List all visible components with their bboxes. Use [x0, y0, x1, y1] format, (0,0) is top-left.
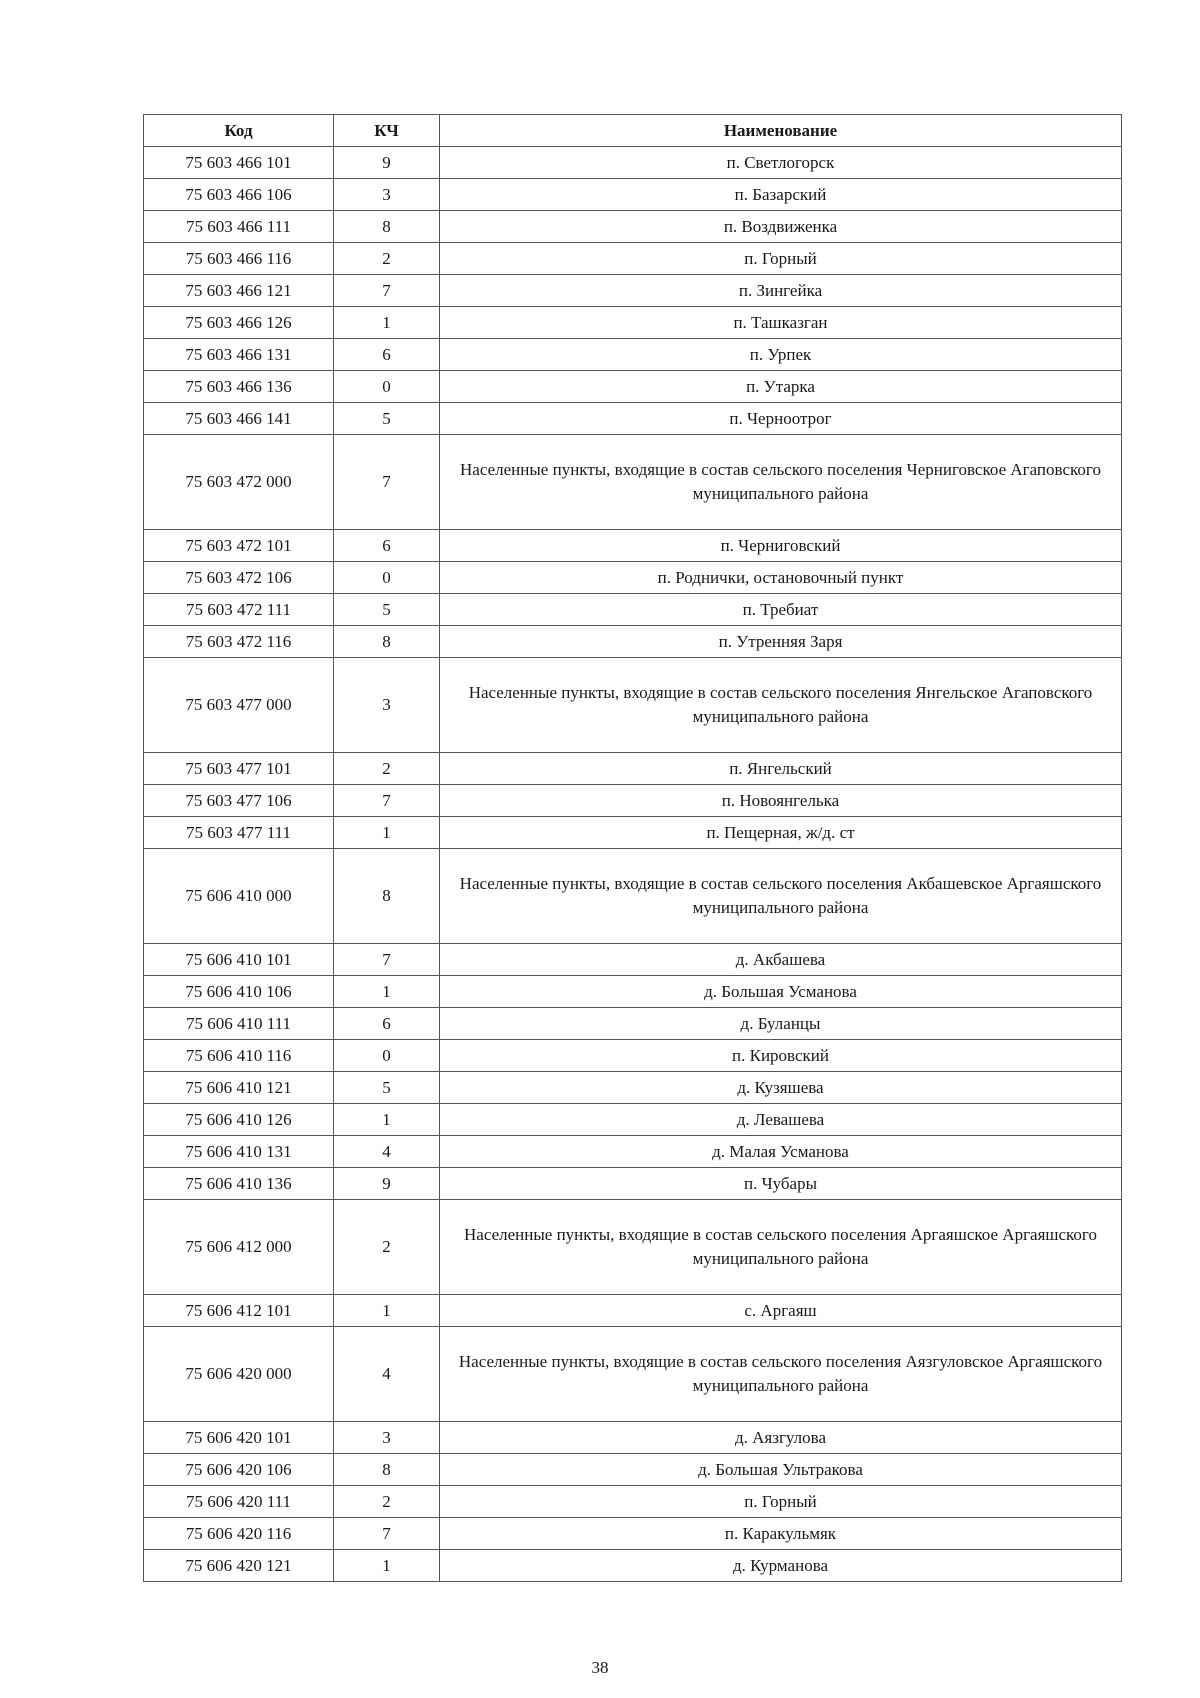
- table-row: [144, 211, 1122, 243]
- cell-code: 75 606 410 131: [144, 1136, 334, 1168]
- table-row: [144, 1136, 1122, 1168]
- cell-kch: 8: [334, 626, 440, 658]
- cell-code: 75 606 420 000: [144, 1327, 334, 1422]
- cell-name: п. Урпек: [440, 339, 1122, 371]
- cell-code: 75 603 477 111: [144, 817, 334, 849]
- cell-kch: 2: [334, 243, 440, 275]
- cell-name: д. Аязгулова: [440, 1422, 1122, 1454]
- cell-name: п. Горный: [440, 1486, 1122, 1518]
- cell-code: 75 603 472 000: [144, 435, 334, 530]
- table-row: [144, 594, 1122, 626]
- cell-name: п. Ташказган: [440, 307, 1122, 339]
- cell-code: 75 603 466 106: [144, 179, 334, 211]
- table-row: [144, 275, 1122, 307]
- cell-name: д. Буланцы: [440, 1008, 1122, 1040]
- table-row: [144, 1486, 1122, 1518]
- header-kch: КЧ: [334, 115, 440, 147]
- cell-name: п. Пещерная, ж/д. ст: [440, 817, 1122, 849]
- cell-kch: 3: [334, 1422, 440, 1454]
- cell-name: д. Большая Усманова: [440, 976, 1122, 1008]
- cell-code: 75 606 410 111: [144, 1008, 334, 1040]
- table-row: [144, 1104, 1122, 1136]
- cell-code: 75 606 410 106: [144, 976, 334, 1008]
- table-row: [144, 1168, 1122, 1200]
- table-group-row: [144, 435, 1122, 530]
- cell-code: 75 603 466 126: [144, 307, 334, 339]
- cell-code: 75 603 477 106: [144, 785, 334, 817]
- table-row: [144, 1295, 1122, 1327]
- cell-name: п. Утарка: [440, 371, 1122, 403]
- cell-kch: 0: [334, 371, 440, 403]
- table-row: [144, 1518, 1122, 1550]
- table-group-row: [144, 849, 1122, 944]
- cell-name: п. Черноотрог: [440, 403, 1122, 435]
- cell-kch: 2: [334, 1486, 440, 1518]
- cell-kch: 1: [334, 1295, 440, 1327]
- cell-kch: 6: [334, 1008, 440, 1040]
- table-row: [144, 944, 1122, 976]
- table-row: [144, 976, 1122, 1008]
- cell-code: 75 606 410 101: [144, 944, 334, 976]
- cell-kch: 7: [334, 435, 440, 530]
- cell-kch: 1: [334, 817, 440, 849]
- cell-name: п. Требиат: [440, 594, 1122, 626]
- cell-name: п. Горный: [440, 243, 1122, 275]
- cell-kch: 5: [334, 594, 440, 626]
- table-row: [144, 403, 1122, 435]
- page-number: 38: [591, 1658, 609, 1677]
- cell-code: 75 603 472 111: [144, 594, 334, 626]
- cell-kch: 5: [334, 403, 440, 435]
- cell-code: 75 606 412 000: [144, 1200, 334, 1295]
- cell-code: 75 603 466 136: [144, 371, 334, 403]
- cell-name: Населенные пункты, входящие в состав сельского поселения Акбашевское Аргаяшского муниципального района: [440, 849, 1122, 944]
- cell-kch: 1: [334, 307, 440, 339]
- table-group-row: [144, 1327, 1122, 1422]
- table-group-row: [144, 1200, 1122, 1295]
- cell-kch: 4: [334, 1327, 440, 1422]
- cell-name: п. Воздвиженка: [440, 211, 1122, 243]
- table-row: [144, 1040, 1122, 1072]
- cell-kch: 2: [334, 1200, 440, 1295]
- cell-code: 75 603 466 116: [144, 243, 334, 275]
- document-page: [143, 114, 1121, 1582]
- table-row: [144, 1550, 1122, 1582]
- table-row: [144, 1422, 1122, 1454]
- cell-name: п. Новоянгелька: [440, 785, 1122, 817]
- cell-code: 75 606 420 116: [144, 1518, 334, 1550]
- cell-code: 75 606 420 111: [144, 1486, 334, 1518]
- table-body: [144, 147, 1122, 1582]
- cell-name: Населенные пункты, входящие в состав сельского поселения Янгельское Агаповского муниципального района: [440, 658, 1122, 753]
- cell-kch: 7: [334, 944, 440, 976]
- table-row: [144, 562, 1122, 594]
- cell-name: д. Большая Ультракова: [440, 1454, 1122, 1486]
- table-row: [144, 243, 1122, 275]
- cell-name: Населенные пункты, входящие в состав сельского поселения Черниговское Агаповского муниципального района: [440, 435, 1122, 530]
- cell-kch: 6: [334, 530, 440, 562]
- cell-code: 75 606 410 116: [144, 1040, 334, 1072]
- cell-code: 75 606 420 106: [144, 1454, 334, 1486]
- cell-kch: 0: [334, 1040, 440, 1072]
- cell-kch: 7: [334, 785, 440, 817]
- cell-kch: 8: [334, 211, 440, 243]
- cell-name: д. Акбашева: [440, 944, 1122, 976]
- cell-code: 75 603 466 131: [144, 339, 334, 371]
- cell-kch: 7: [334, 1518, 440, 1550]
- codes-table: [143, 114, 1122, 1582]
- cell-code: 75 603 472 101: [144, 530, 334, 562]
- cell-name: д. Малая Усманова: [440, 1136, 1122, 1168]
- cell-code: 75 603 466 141: [144, 403, 334, 435]
- cell-name: д. Левашева: [440, 1104, 1122, 1136]
- cell-name: д. Курманова: [440, 1550, 1122, 1582]
- cell-name: п. Кировский: [440, 1040, 1122, 1072]
- cell-name: п. Зингейка: [440, 275, 1122, 307]
- cell-code: 75 603 466 121: [144, 275, 334, 307]
- header-code: Код: [144, 115, 334, 147]
- cell-code: 75 606 420 121: [144, 1550, 334, 1582]
- cell-name: п. Светлогорск: [440, 147, 1122, 179]
- table-row: [144, 1008, 1122, 1040]
- header-name: Наименование: [440, 115, 1122, 147]
- cell-kch: 3: [334, 179, 440, 211]
- table-row: [144, 817, 1122, 849]
- cell-code: 75 603 466 101: [144, 147, 334, 179]
- cell-kch: 9: [334, 1168, 440, 1200]
- cell-kch: 0: [334, 562, 440, 594]
- cell-kch: 3: [334, 658, 440, 753]
- table-row: [144, 530, 1122, 562]
- table-row: [144, 1454, 1122, 1486]
- cell-kch: 1: [334, 1550, 440, 1582]
- table-row: [144, 1072, 1122, 1104]
- cell-kch: 5: [334, 1072, 440, 1104]
- cell-name: п. Черниговский: [440, 530, 1122, 562]
- table-row: [144, 785, 1122, 817]
- cell-name: п. Базарский: [440, 179, 1122, 211]
- table-row: [144, 753, 1122, 785]
- cell-name: п. Чубары: [440, 1168, 1122, 1200]
- table-header-row: [144, 115, 1122, 147]
- cell-code: 75 606 410 121: [144, 1072, 334, 1104]
- cell-name: с. Аргаяш: [440, 1295, 1122, 1327]
- cell-code: 75 603 477 101: [144, 753, 334, 785]
- table-row: [144, 147, 1122, 179]
- cell-code: 75 606 410 000: [144, 849, 334, 944]
- cell-name: п. Утренняя Заря: [440, 626, 1122, 658]
- cell-code: 75 603 466 111: [144, 211, 334, 243]
- table-row: [144, 179, 1122, 211]
- cell-code: 75 606 410 136: [144, 1168, 334, 1200]
- cell-code: 75 603 472 106: [144, 562, 334, 594]
- table-group-row: [144, 658, 1122, 753]
- cell-name: п. Янгельский: [440, 753, 1122, 785]
- cell-kch: 8: [334, 849, 440, 944]
- table-row: [144, 626, 1122, 658]
- cell-name: д. Кузяшева: [440, 1072, 1122, 1104]
- cell-code: 75 603 472 116: [144, 626, 334, 658]
- cell-kch: 6: [334, 339, 440, 371]
- cell-kch: 1: [334, 1104, 440, 1136]
- cell-name: п. Каракульмяк: [440, 1518, 1122, 1550]
- cell-kch: 8: [334, 1454, 440, 1486]
- cell-kch: 9: [334, 147, 440, 179]
- table-row: [144, 339, 1122, 371]
- table-row: [144, 307, 1122, 339]
- cell-kch: 1: [334, 976, 440, 1008]
- cell-kch: 7: [334, 275, 440, 307]
- cell-kch: 4: [334, 1136, 440, 1168]
- cell-code: 75 606 412 101: [144, 1295, 334, 1327]
- cell-code: 75 606 420 101: [144, 1422, 334, 1454]
- cell-code: 75 606 410 126: [144, 1104, 334, 1136]
- cell-name: Населенные пункты, входящие в состав сельского поселения Аргаяшское Аргаяшского муниципального района: [440, 1200, 1122, 1295]
- table-row: [144, 371, 1122, 403]
- cell-name: п. Роднички, остановочный пункт: [440, 562, 1122, 594]
- cell-kch: 2: [334, 753, 440, 785]
- cell-name: Населенные пункты, входящие в состав сельского поселения Аязгуловское Аргаяшского муниципального района: [440, 1327, 1122, 1422]
- cell-code: 75 603 477 000: [144, 658, 334, 753]
